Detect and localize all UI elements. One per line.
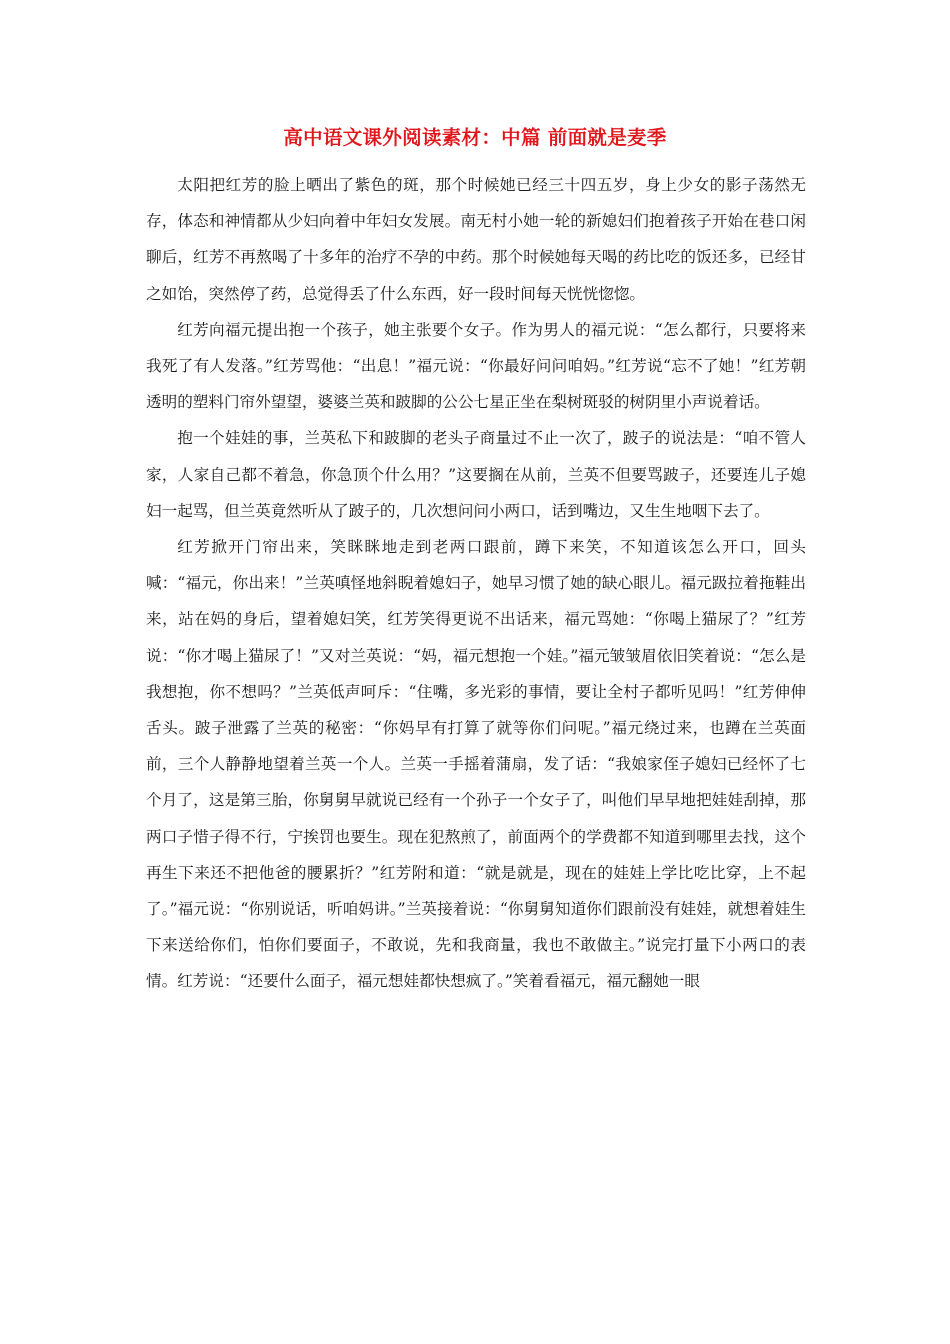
paragraph-1: 太阳把红芳的脸上晒出了紫色的斑，那个时候她已经三十四五岁，身上少女的影子荡然无存，体态和神情都从少妇向着中年妇女发展。南无村小她一轮的新媳妇们抱着孩子开始在巷口闲聊后，红芳不再熬喝了十多年的治疗不孕的中药。那个时候她每天喝的药比吃的饭还多，已经甘之如饴，突然停了药，总觉得丢了什么东西，好一段时间每天恍恍惚惚。 — [146, 176, 806, 303]
paragraph-2: 红芳向福元提出抱一个孩子，她主张要个女子。作为男人的福元说：“怎么都行，只要将来我死了有人发落。”红芳骂他：“出息！”福元说：“你最好问问咱妈。”红芳说“忘不了她！”红芳朝透明的塑料门帘外望望，婆婆兰英和跛脚的公公七星正坐在梨树斑驳的树阴里小声说着话。 — [146, 320, 806, 412]
paragraph-3: 抱一个娃娃的事，兰英私下和跛脚的老头子商量过不止一次了，跛子的说法是：“咱不管人家，人家自己都不着急，你急顶个什么用？”这要搁在从前，兰英不但要骂跛子，还要连儿子媳妇一起骂，但兰英竟然听从了跛子的，几次想问问小两口，话到嘴边，又生生地咽下去了。 — [146, 429, 806, 520]
document-title: 高中语文课外阅读素材：中篇 前面就是麦季 — [283, 126, 667, 149]
paragraph-4: 红芳掀开门帘出来，笑眯眯地走到老两口跟前，蹲下来笑，不知道该怎么开口，回头喊：“福元，你出来！”兰英嗔怪地斜睨着媳妇子，她早习惯了她的缺心眼儿。福元趿拉着拖鞋出来，站在妈的身后，望着媳妇笑，红芳笑得更说不出话来，福元骂她：“你喝上猫尿了？”红芳说：“你才喝上猫尿了！”又对兰英说：“妈，福元想抱一个娃。”福元皱皱眉依旧笑着说：“怎么是我想抱，你不想吗？”兰英低声呵斥：“住嘴，多光彩的事情，要让全村子都听见吗！”红芳伸伸舌头。跛子泄露了兰英的秘密：“你妈早有打算了就等你们问呢。”福元绕过来，也蹲在兰英面前，三个人静静地望着兰英一个人。兰英一手摇着蒲扇，发了话：“我娘家侄子媳妇已经怀了七个月了，这是第三胎，你舅舅早就说已经有一个孙子一个女子了，叫他们早早地把娃娃刮掉，那两口子惜子得不行，宁挨罚也要生。现在犯熬煎了，前面两个的学费都不知道到哪里去找，这个再生下来还不把他爸的腰累折？”红芳附和道：“就是就是，现在的娃娃上学比吃比穿，上不起了。”福元说：“你别说话，听咱妈讲。”兰英接着说：“你舅舅知道你们跟前没有娃娃，就想着娃生下来送给你们，怕你们要面子，不敢说，先和我商量，我也不敢做主。”说完打量下小两口的表情。红芳说：“还要什么面子，福元想娃都快想疯了。”笑着看福元，福元翻她一眼 — [146, 538, 806, 991]
document-body — [146, 167, 806, 1000]
